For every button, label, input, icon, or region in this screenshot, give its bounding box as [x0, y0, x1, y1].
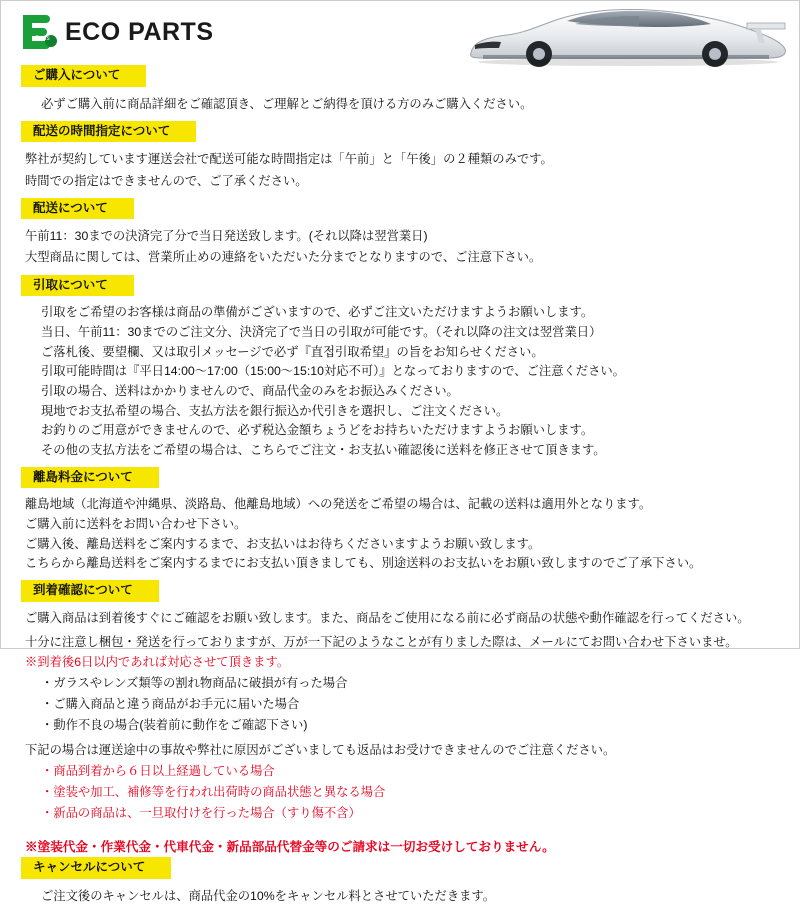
- section-line: こちらから離島送料をご案内するまでにお支払い頂きましても、別途送料のお支払いをお願い致しますのでご了承下さい。: [25, 556, 702, 571]
- section-cancel: [1, 857, 799, 913]
- section-body: [1, 142, 799, 197]
- arrival-intro: ご購入商品は到着後すぐにご確認をお願い致します。また、商品をご使用になる前に必ず商品の状態や動作確認を行ってください。: [25, 610, 750, 625]
- list-item: ・ ガラスやレンズ類等の割れ物商品に破損が有った場合: [41, 673, 789, 694]
- section-line: 当日、午前11：30までのご注文分、決済完了で当日の引取が可能です。（それ以降の注文は翌営業日）: [41, 324, 602, 339]
- section-body: [1, 602, 799, 831]
- white-sports-car-icon: [463, 0, 793, 69]
- brand-name: ECO PARTS: [65, 17, 214, 46]
- arrival-item-list: [25, 673, 789, 736]
- eco-parts-logo-icon: [23, 15, 57, 49]
- section-line: ご購入後、離島送料をご案内するまで、お支払いはお待ちくださいますようお願い致します。: [25, 536, 541, 551]
- section-body: [1, 488, 799, 580]
- section-title: 配送の時間指定について: [21, 121, 196, 143]
- logo-sub-text: Parts: [35, 36, 51, 42]
- section-line: 離島地域（北海道や沖縄県、淡路島、他離島地域）への発送をご希望の場合は、記載の送料は適用外となります。: [25, 497, 652, 512]
- document-body: [1, 65, 799, 913]
- list-item: ・ 商品到着から６日以上経過している場合: [41, 761, 789, 782]
- arrival-exclusion-list: [25, 761, 789, 824]
- section-line: 引取をご希望のお客様は商品の準備がございますので、必ずご注文いただけますようお願いします。: [41, 305, 594, 320]
- list-item: ・ 塗装や加工、補修等を行われ出荷時の商品状態と異なる場合: [41, 782, 789, 803]
- list-item: ・ 新品の商品は、一旦取付けを行った場合（すり傷不含）: [41, 803, 789, 824]
- section-remote-fee: [1, 467, 799, 580]
- list-item: ・ 動作不良の場合(装着前に動作をご確認下さい): [41, 715, 789, 736]
- section-line: ご注文後のキャンセルは、商品代金の10%をキャンセル料とさせていただきます。: [41, 888, 496, 903]
- section-body: [1, 219, 799, 274]
- section-title: キャンセルについて: [21, 857, 171, 879]
- section-line: 現地でお支払希望の場合、支払方法を銀行振込か代引きを選択し、ご注文ください。: [41, 403, 509, 418]
- section-line: 引取可能時間は『平日14:00〜17:00（15:00〜15:10対応不可）』となっておりますので、ご注意ください。: [41, 364, 625, 379]
- arrival-footer-notice: ※塗装代金・作業代金・代車代金・新品部品代替金等のご請求は一切お受けしておりません。: [25, 840, 555, 855]
- section-line: ご購入前に送料をお問い合わせ下さい。: [25, 516, 247, 531]
- section-line: 大型商品に関しては、営業所止めの連絡をいただいた分までとなりますので、ご注意下さい。: [25, 250, 542, 265]
- section-body: [1, 87, 799, 121]
- section-line: その他の支払方法をご希望の場合は、こちらでご注文・お支払い確認後に送料を修正させて頂きます。: [41, 442, 606, 457]
- section-body: [1, 879, 799, 913]
- section-delivery-time: [1, 121, 799, 198]
- arrival-subnotice: 下記の場合は運送途中の事故や弊社に原因がございましても返品はお受けできませんのでご注意ください。: [25, 742, 616, 757]
- section-title: 離島料金について: [21, 467, 159, 489]
- section-line: 必ずご購入前に商品詳細をご確認頂き、ご理解とご納得を頂ける方のみご購入ください。: [41, 96, 533, 111]
- section-body: [1, 296, 799, 466]
- page-header: [1, 1, 799, 65]
- section-line: 時間での指定はできませんので、ご了承ください。: [25, 173, 308, 188]
- section-line: 午前11：30までの決済完了分で当日発送致します。(それ以降は翌営業日): [25, 229, 428, 244]
- arrival-deadline: ※到着後6日以内であれば対応させて頂きます。: [25, 654, 290, 669]
- section-line: ご落札後、要望欄、又は取引メッセージで必ず『直접引取希望』の旨をお知らせください。: [41, 344, 544, 359]
- section-title: ご購入について: [21, 65, 146, 87]
- section-purchase: [1, 65, 799, 121]
- arrival-notice: 十分に注意し梱包・発送を行っておりますが、万が一下記のようなことが有りました際は、メールにてお問い合わせ下さいませ。: [25, 635, 738, 650]
- brand-logo: [23, 15, 214, 49]
- section-title: 配送について: [21, 198, 134, 220]
- section-delivery: [1, 198, 799, 275]
- section-pickup: [1, 275, 799, 467]
- section-arrival: [1, 580, 799, 857]
- section-title: 引取について: [21, 275, 134, 297]
- section-line: お釣りのご用意ができませんので、必ず税込金額ちょうどをお持ちいただけますようお願いします。: [41, 423, 594, 438]
- section-title: 到着確認について: [21, 580, 159, 602]
- section-line: 弊社が契約しています運送会社で配送可能な時間指定は「午前」と「午後」の２種類のみです。: [25, 152, 553, 167]
- list-item: ・ ご購入商品と違う商品がお手元に届いた場合: [41, 694, 789, 715]
- section-line: 引取の場合、送料はかかりませんので、商品代金のみをお振込みください。: [41, 383, 459, 398]
